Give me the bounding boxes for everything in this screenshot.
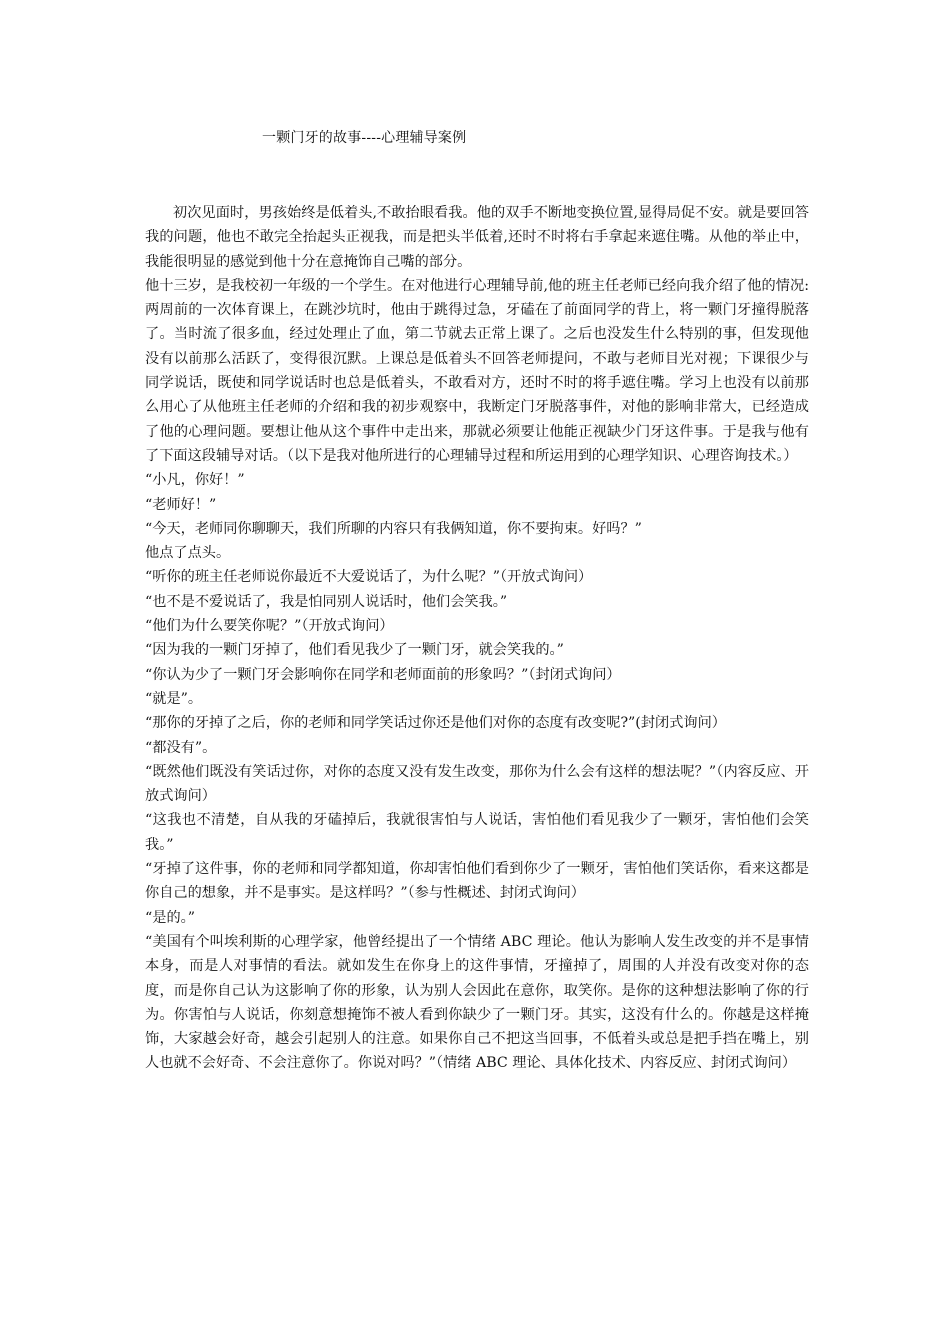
dialogue-line: “听你的班主任老师说你最近不大爱说话了，为什么呢？”（开放式询问） xyxy=(145,569,593,586)
dialogue-line: “那你的牙掉了之后，你的老师和同学笑话过你还是他们对你的态度有改变呢?”(封闭式询问） xyxy=(145,715,726,732)
dialogue-line: “是的。” xyxy=(145,909,195,926)
paragraph: 他十三岁，是我校初一年级的一个学生。在对他进行心理辅导前,他的班主任老师已经向我介绍了他的情况:两周前的一次体育课上，在跳沙坑时，他由于跳得过急，牙磕在了前面同学的背上，将一颗门牙撞得脱落了。当时流了很多血，经过处理止了血，第二节就去正常上课了。之后也没发生什么特别的事，但发现他没有以前那么活跃了，变得很沉默。上课总是低着头不回答老师提问，不敢与老师目光对视；下课很少与同学说话，既使和同学说话时也总是低着头，不敢看对方，还时不时的将手遮住嘴。学习上也没有以前那么用心了从他班主任老师的介绍和我的初步观察中，我断定门牙脱落事件，对他的影响非常大，已经造成了他的心理问题。要想让他从这个事件中走出来，那就必须要让他能正视缺少门牙这件事。于是我与他有了下面这段辅导对话。（以下是我对他所进行的心理辅导过程和所运用到的心理学知识、心理咨询技术。） xyxy=(145,277,809,464)
dialogue-line: “牙掉了这件事，你的老师和同学都知道，你却害怕他们看到你少了一颗牙，害怕他们笑话你，看来这都是你自己的想象，并不是事实。是这样吗？”（参与性概述、封闭式询问） xyxy=(145,861,809,902)
dialogue-line: “既然他们既没有笑话过你，对你的态度又没有发生改变，那你为什么会有这样的想法呢？”（内容反应、开放式询问） xyxy=(145,763,809,805)
dialogue-line: “美国有个叫埃利斯的心理学家，他曾经提出了一个情绪 ABC 理论。他认为影响人发生改变的并不是事情本身，而是人对事情的看法。就如发生在你身上的这件事情，牙撞掉了，周围的人并没有改变对你的态度，而是你自己认为这影响了你的形象，认为别人会因此在意你，取笑你。是你的这种想法影响了你的行为。你害怕与人说话，你刻意想掩饰不被人看到你缺少了一颗门牙。其实，这没有什么的。你越是这样掩饰，大家越会好奇，越会引起别人的注意。如果你自己不把这当回事，不低着头或总是把手挡在嘴上，别人也就不会好奇、不会注意你了。你说对吗？”（情绪 ABC 理论、具体化技术、内容反应、封闭式询问） xyxy=(145,933,809,1072)
paragraph: 初次见面时，男孩始终是低着头,不敢抬眼看我。他的双手不断地变换位置,显得局促不安。就是要回答我的问题，他也不敢完全抬起头正视我，而是把头半低着,还时不时将右手拿起来遮住嘴。从他的举止中，我能很明显的感觉到他十分在意掩饰自己嘴的部分。 xyxy=(145,205,809,270)
dialogue-line: “小凡，你好！” xyxy=(145,472,245,489)
dialogue-line: “这我也不清楚，自从我的牙磕掉后，我就很害怕与人说话，害怕他们看见我少了一颗牙，害怕他们会笑我。” xyxy=(145,812,809,853)
dialogue-line: “老师好！” xyxy=(145,496,217,513)
dialogue-line: “也不是不爱说话了，我是怕同别人说话时，他们会笑我。” xyxy=(145,593,508,610)
dialogue-line: “今天，老师同你聊聊天，我们所聊的内容只有我俩知道，你不要拘束。好吗？” xyxy=(145,520,642,537)
document-title: 一颗门牙的故事----心理辅导案例 xyxy=(262,130,467,146)
dialogue-line: “他们为什么要笑你呢？”（开放式询问） xyxy=(145,618,394,635)
dialogue-line: “因为我的一颗门牙掉了，他们看见我少了一颗门牙，就会笑我的。” xyxy=(145,642,564,659)
dialogue-line: “都没有”。 xyxy=(145,739,217,756)
dialogue-line: 他点了点头。 xyxy=(145,545,231,562)
document-body xyxy=(145,201,809,1076)
dialogue-line: “就是”。 xyxy=(145,690,203,707)
dialogue-line: “你认为少了一颗门牙会影响你在同学和老师面前的形象吗？”（封闭式询问） xyxy=(145,666,621,683)
